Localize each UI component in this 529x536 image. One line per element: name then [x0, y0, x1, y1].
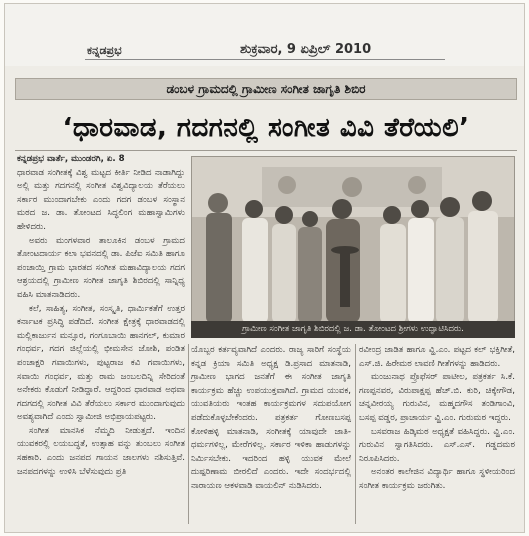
masthead-rule — [85, 59, 445, 60]
publication-date: ಶುಕ್ರವಾರ, 9 ಏಪ್ರಿಲ್ 2010 — [240, 42, 372, 57]
headline-rule — [15, 150, 517, 151]
article-column-2 — [191, 344, 351, 494]
event-photo-image — [192, 157, 515, 336]
column-1-paragraph: ಧಾರವಾಡ ಸಂಗೀತಕ್ಕೆ ವಿಶ್ವ ಮಟ್ಟದ ಕೀರ್ತಿ ನೀಡಿದ ನಾಡಾಗಿದ್ದು ಅಲ್ಲಿ ಮತ್ತು ಗದಗನಲ್ಲಿ ಸಂಗೀತ ವಿಶ್ವವಿದ್ಯಾಲಯ ತೆರೆಯಲು ಸರ್ಕಾರ ಮುಂದಾಗಬೇಕು ಎಂದು ಗದಗ ಡಂಬಳ ಸಂಸ್ಥಾನ ಮಠದ ಜ. ಡಾ. ತೋಂಟದ ಸಿದ್ಧಲಿಂಗ ಮಹಾಸ್ವಾಮಿಗಳು ಹೇಳಿದರು. — [17, 167, 185, 232]
column-3-paragraph: ಅನಂತರ ಕಾಲೇಜಿನ ವಿದ್ಯಾರ್ಥಿ ಹಾಗೂ ಸ್ಥಳೀಯರಿಂದ ಸಂಗೀತ ಕಾರ್ಯಕ್ರಮ ಜರುಗಿತು. — [359, 467, 515, 491]
article-column-3 — [359, 344, 515, 494]
column-1-paragraph: ಅವರು ಮಂಗಳವಾರ ತಾಲೂಕಿನ ಡಂಬಳ ಗ್ರಾಮದ ತೋಂಟದಾರ್ಯ ಕಲಾ ಭವನದಲ್ಲಿ ಡಾ. ಪಿಜೆಐ ಸಮಿತಿ ಹಾಗೂ ಪಂಚಾಯ್ತಿ ಗ್ರಾಮ ಭಾರತದ ಸಂಗೀತ ಮಹಾವಿದ್ಯಾಲಯ ಗದಗ ಆಶ್ರಯದಲ್ಲಿ ಗ್ರಾಮೀಣ ಸಂಗೀತ ಜಾಗೃತಿ ಶಿಬಿರದಲ್ಲಿ ಸಾನ್ನಿಧ್ಯ ವಹಿಸಿ ಮಾತನಾಡಿದರು. — [17, 235, 185, 300]
article-dateline: ಕನ್ನಡಪ್ರಭ ವಾರ್ತೆ, ಮುಂಡರಗಿ, ಏ. 8 — [17, 154, 125, 164]
event-photo — [191, 156, 515, 336]
column-3-paragraph: ಮಂಜುನಾಥ ಪ್ರೊಫೆಸರ್ ಪಾಟೀಲ, ಪತ್ರಕರ್ತ ಸಿ.ಕೆ. ಗಣಪ್ಪನವರ, ವಿರುಪಾಕ್ಷಪ್ಪ ಹೆಚ್.ಬಿ. ಕುರಿ, ಚಿಕ್ಕೇಗೌಡ, ಚನ್ನವೀರಯ್ಯ ಗುರುವಿನ, ಮಹ್ಮದಗೌಸ ತಂಡಿಗಾಂವಿ, ಬಸಪ್ಪ ವಡ್ಡರ, ಪ್ರಾಚಾರ್ಯ ವ್ಹಿ.ಎಂ. ಗುರುಮಠ ಇದ್ದರು. — [359, 372, 515, 423]
column-3-paragraph: ಬಸವರಾಜ ಹಿಡ್ಕಿಮಠ ಅಧ್ಯಕ್ಷತೆ ವಹಿಸಿದ್ದರು. ವ್ಹಿ.ಎಂ. ಗುರುವಿನ ಸ್ವಾಗತಿಸಿದರು. ಎಸ್.ಎಸ್. ಗಡ್ಡದಮಠ ನಿರೂಪಿಸಿದರು. — [359, 426, 515, 464]
photo-caption: ಗ್ರಾಮೀಣ ಸಂಗೀತ ಜಾಗೃತಿ ಶಿಬಿರದಲ್ಲಿ ಜ. ಡಾ. ತೋಂಟದ ಶ್ರೀಗಳು ಉದ್ಘಾಟಿಸಿದರು. — [191, 321, 515, 338]
article-headline: ‘ಧಾರವಾಡ, ಗದಗನಲ್ಲಿ ಸಂಗೀತ ವಿವಿ ತೆರೆಯಲಿ’ — [62, 113, 470, 143]
article-column-1 — [17, 153, 185, 479]
article-subheading: ಡಂಬಳ ಗ್ರಾಮದಲ್ಲಿ ಗ್ರಾಮೀಣ ಸಂಗೀತ ಜಾಗೃತಿ ಶಿಬಿರ — [15, 78, 517, 100]
paper-name: ಕನ್ನಡಪ್ರಭ — [87, 44, 122, 57]
newspaper-clipping — [4, 3, 525, 533]
column-3-paragraph: ರವೀಂದ್ರ ಜಾಡಿತ ಹಾಗೂ ವ್ಹಿ.ಎಂ. ಪಟ್ಟದ ಕಲ್ ಭಕ್ತಿಗೀತೆ, ಎಸ್.ಜಿ. ಹಿರೇಮಠ ಲಾವಣಿ ಗೀತೆಗಳನ್ನು ಹಾಡಿದರು. — [359, 345, 515, 369]
column-divider — [188, 344, 189, 524]
column-2-text: ಯೊಬ್ಬರ ಕರ್ತವ್ಯವಾಗಿದೆ ಎಂದರು. ರಾಜ್ಯ ಸಾರಿಗೆ ಸಂಸ್ಥೆಯ ಕನ್ನಡ ಕ್ರಿಯಾ ಸಮಿತಿ ಅಧ್ಯಕ್ಷ ಡಿ.ಪ್ರಸಾದ ಮಾತನಾಡಿ, ಗ್ರಾಮೀಣ ಭಾಗದ ಜನತೆಗೆ ಈ ಸಂಗೀತ ಜಾಗೃತಿ ಕಾರ್ಯಕ್ರಮ ಹೆಚ್ಚು ಉಪಯುಕ್ತವಾಗಿದೆ. ಗ್ರಾಮದ ಯುವಕ, ಯುವತಿಯರು ಇಂತಹ ಕಾರ್ಯಕ್ರಮಗಳ ಸದುಪಯೋಗ ಪಡೆದುಕೊಳ್ಳಬೇಕೆಂದರು. ಪತ್ರಕರ್ತ ಗೋಣಬಸಪ್ಪ ಕೋಳಿಹಳ್ಳಿ ಮಾತನಾಡಿ, ಸಂಗೀತಕ್ಕೆ ಯಾವುದೇ ಜಾತಿ-ಧರ್ಮಗಳಿಲ್ಲ, ಮೇರೆಗಳಿಲ್ಲ. ಸರ್ಕಾರ ಇಳಿಕಾ ಹಾಡುಗಳನ್ನು ನಿರ್ಮಿಸಬೇಕು. ಇದರಿಂದ ಹಳ್ಳಿ ಯುವಕ ಮೇಲೆ ದುಷ್ಪರಿಣಾಮ ಬೀರಲಿದೆ ಎಂದರು. ಇದೇ ಸಂದರ್ಭದಲ್ಲಿ ನಾರಾಯಣ ಆಕಳವಾಡಿ ವಾಯಲಿನ್ ನುಡಿಸಿದರು. — [191, 345, 351, 491]
column-divider — [355, 344, 356, 524]
column-1-paragraph: ಕಲೆ, ಸಾಹಿತ್ಯ, ಸಂಗೀತ, ಸಂಸ್ಕೃತಿ, ಧಾರ್ಮಿಕತೆಗೆ ಉತ್ತರ ಕರ್ನಾಟಕ ಪ್ರಸಿದ್ಧಿ ಪಡೆದಿದೆ. ಸಂಗೀತ ಕ್ಷೇತ್ರಕ್ಕೆ ಧಾರವಾಡದಲ್ಲಿ ಮಲ್ಲಿಕಾರ್ಜುನ ಮನ್ಸೂರ, ಗಂಗೂಬಾಯಿ ಹಾನಗಲ್, ಕುಮಾರ ಗಂಧರ್ವ, ಗದಗ ಜಿಲ್ಲೆಯಲ್ಲಿ ಭೀಮಸೇನ ಜೋಶಿ, ಪಂಡಿತ ಪಂಚಾಕ್ಷರಿ ಗವಾಯಿಗಳು, ಪುಟ್ಟರಾಜ ಕವಿ ಗವಾಯಿಗಳು, ಸವಾಯಿ ಗಂಧರ್ವ, ಮತ್ತು ರಾಮ ಜಂಬಲದಿನ್ನಿ ಸೇರಿದಂತೆ ಅನೇಕರು ಕೊಡುಗೆ ನೀಡಿದ್ದಾರೆ. ಆದ್ದರಿಂದ ಧಾರವಾಡ ಅಥವಾ ಗದಗದಲ್ಲಿ ಸಂಗೀತ ವಿವಿ ತೆರೆಯಲು ಸರ್ಕಾರ ಮುಂದಾಗುವುದು ಅವಶ್ಯವಾಗಿದೆ ಎಂದು ಸ್ವಾಮೀಜಿ ಅಭಿಪ್ರಾಯಪಟ್ಟರು. — [17, 303, 185, 423]
column-1-paragraph: ಸಂಗೀತ ಮಾನಸಿಕ ನೆಮ್ಮದಿ ನೀಡುತ್ತದೆ. ಇಂದಿನ ಯುವಕರಲ್ಲಿ ಲಯಬದ್ಧತೆ, ಉತ್ಸಾಹ ವನ್ನು ತುಂಬಲು ಸಂಗೀತ ಸಹಕಾರಿ. ಎಂದು ಜನಪದ ಗಾಯನ ಜಾಲಗಳು ನಶಿಸುತ್ತಿವೆ. ಜನಪದಗಳನ್ನು ಉಳಿಸಿ ಬೆಳೆಸುವುದು ಪ್ರತಿ — [17, 425, 185, 477]
